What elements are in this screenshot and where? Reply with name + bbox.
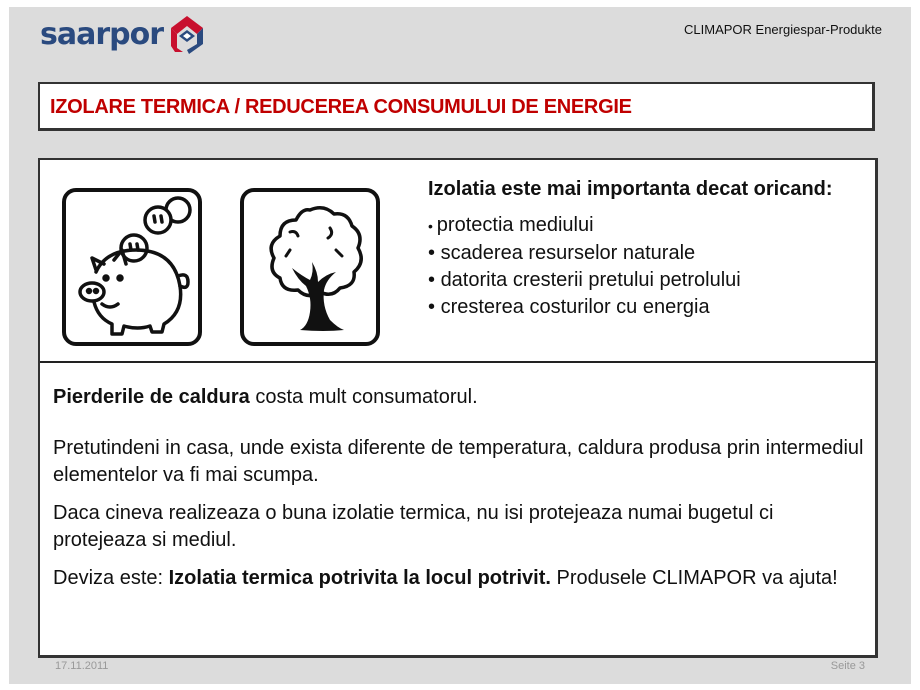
- title-box: [38, 82, 875, 131]
- saarpor-logo: [40, 14, 205, 54]
- logo-mark-icon: [169, 14, 205, 54]
- list-item: • scaderea resurselor naturale: [428, 240, 858, 267]
- footer-page-number: Seite 3: [830, 660, 865, 672]
- list-item: • datorita cresterii pretului petrolului: [428, 267, 858, 294]
- body-text: [53, 384, 868, 603]
- motto-suffix: Produsele CLIMAPOR va ajuta!: [550, 567, 838, 589]
- heat-loss-bold: Pierderile de caldura: [53, 386, 250, 408]
- header-product-label: CLIMAPOR Energiespar-Produkte: [684, 22, 882, 37]
- paragraph-budget: Daca cineva realizeaza o buna izolatie termica, nu isi protejeaza numai bugetul ci protejeaza si mediul.: [53, 502, 774, 551]
- content-box: [38, 158, 878, 658]
- motto-bold: Izolatia termica potrivita la locul potrivit.: [168, 567, 551, 589]
- importance-heading: Izolatia este mai importanta decat oricand:: [428, 178, 833, 200]
- paragraph-heat-loss: [53, 384, 868, 411]
- footer-date: 17.11.2011: [55, 660, 109, 672]
- slide-title: IZOLARE TERMICA / REDUCEREA CONSUMULUI DE ENERGIE: [50, 96, 632, 118]
- importance-section: [428, 176, 858, 321]
- section-divider: [40, 361, 875, 363]
- list-item: • protectia mediului: [428, 212, 858, 240]
- tree-icon: [240, 188, 380, 346]
- logo-text: saarpor: [40, 16, 164, 52]
- importance-list: [428, 212, 858, 321]
- piggy-bank-icon: [62, 188, 202, 346]
- list-item: • cresterea costurilor cu energia: [428, 294, 858, 321]
- paragraph-everywhere: Pretutindeni in casa, unde exista diferente de temperatura, caldura produsa prin intermediul elementelor va fi mai scumpa.: [53, 437, 864, 486]
- paragraph-motto: [53, 565, 868, 592]
- heat-loss-rest: costa mult consumatorul.: [249, 386, 478, 408]
- motto-prefix: Deviza este:: [53, 567, 169, 589]
